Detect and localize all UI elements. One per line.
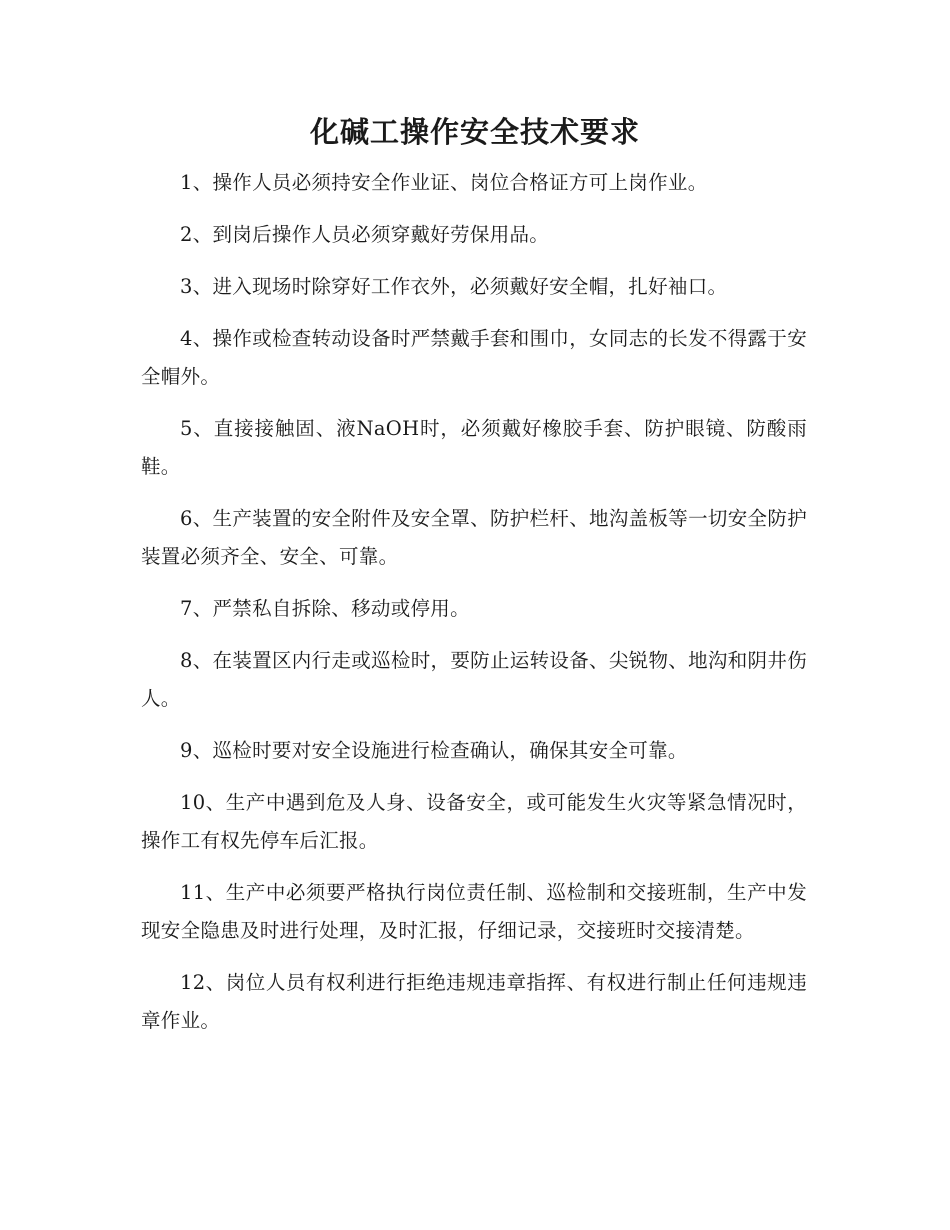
document-body (141, 164, 807, 1054)
rule-paragraph-11: 11、生产中必须要严格执行岗位责任制、巡检制和交接班制，生产中发现安全隐患及时进行处理，及时汇报，仔细记录，交接班时交接清楚。 (141, 881, 807, 942)
rule-paragraph-8: 8、在装置区内行走或巡检时，要防止运转设备、尖锐物、地沟和阴井伤人。 (141, 649, 807, 710)
rule-paragraph-2: 2、到岗后操作人员必须穿戴好劳保用品。 (180, 223, 550, 246)
rule-paragraph-5: 5、直接接触固、液NaOH时，必须戴好橡胶手套、防护眼镜、防酸雨鞋。 (141, 417, 807, 478)
rule-paragraph-4: 4、操作或检查转动设备时严禁戴手套和围巾，女同志的长发不得露于安全帽外。 (141, 327, 807, 388)
document-title: 化碱工操作安全技术要求 (309, 115, 640, 149)
rule-paragraph-7: 7、严禁私自拆除、移动或停用。 (180, 597, 470, 620)
rule-paragraph-10: 10、生产中遇到危及人身、设备安全，或可能发生火灾等紧急情况时，操作工有权先停车后汇报。 (141, 791, 807, 852)
rule-paragraph-9: 9、巡检时要对安全设施进行检查确认，确保其安全可靠。 (180, 739, 688, 762)
rule-paragraph-3: 3、进入现场时除穿好工作衣外，必须戴好安全帽，扎好袖口。 (180, 275, 728, 298)
rule-paragraph-6: 6、生产装置的安全附件及安全罩、防护栏杆、地沟盖板等一切安全防护装置必须齐全、安全、可靠。 (141, 507, 807, 568)
rule-paragraph-12: 12、岗位人员有权利进行拒绝违规违章指挥、有权进行制止任何违规违章作业。 (141, 971, 807, 1032)
rule-paragraph-1: 1、操作人员必须持安全作业证、岗位合格证方可上岗作业。 (180, 171, 708, 194)
